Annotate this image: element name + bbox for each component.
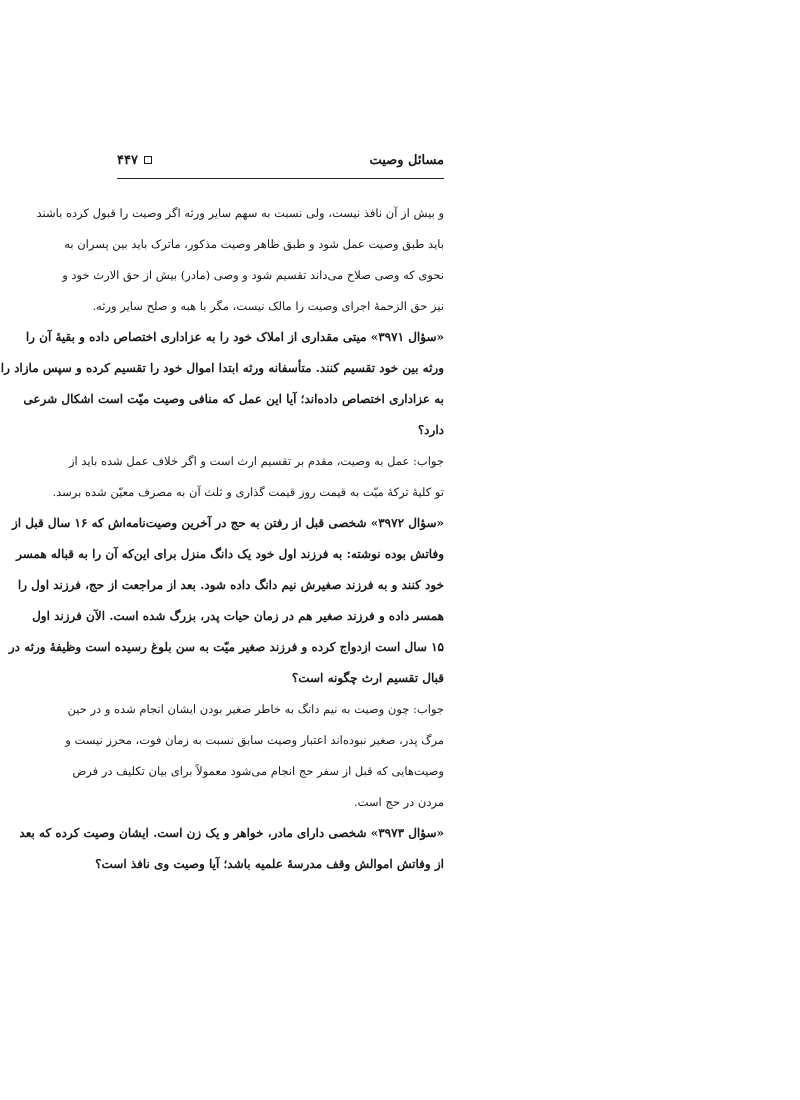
question-line: همسر داده و فرزند صغیر هم در زمان حیات پدر، بزرگ شده است. الآن فرزند اول <box>32 609 444 623</box>
question-line: ۱۵ سال است ازدواج کرده و فرزند صغیر میّت به سن بلوغ رسیده است وظیفهٔ ورثه در <box>8 640 444 654</box>
question-line: ورثه بین خود تقسیم کنند. متأسفانه ورثه ابتدا اموال خود را تقسیم کرده و سپس مازاد را <box>0 361 444 375</box>
square-ornament-icon <box>144 156 152 164</box>
question-line: «سؤال ۳۹۷۳» شخصی دارای مادر، خواهر و یک زن است. ایشان وصیت کرده که بعد <box>19 826 444 840</box>
text-line: باید طبق وصیت عمل شود و طبق ظاهر وصیت مذکور، ماترک باید بین پسران به <box>64 237 444 251</box>
question-line: وفاتش بوده نوشته: به فرزند اول خود یک دانگ منزل برای این‌که آن را به قباله همسر <box>16 547 444 561</box>
question-line: «سؤال ۳۹۷۲» شخصی قبل از رفتن به حج در آخرین وصیت‌نامه‌اش که ۱۶ سال قبل از <box>11 516 444 530</box>
text-line: مرگ پدر، صغیر نبوده‌اند اعتبار وصیت سابق نسبت به زمان فوت، محرز نیست و <box>65 733 444 747</box>
page-number: ۴۴۷ <box>117 152 138 168</box>
question-line: «سؤال ۳۹۷۱» میتی مقداری از املاک خود را به عزاداری اختصاص داده و بقیهٔ آن را <box>25 330 444 344</box>
text-line: و بیش از آن نافذ نیست، ولی نسبت به سهم سایر ورثه اگر وصیت را قبول کرده باشند <box>36 206 444 220</box>
question-line: قبال تقسیم ارث چگونه است؟ <box>291 671 444 685</box>
question-line: دارد؟ <box>417 423 444 437</box>
text-line: نحوی که وصی صلاح می‌داند تقسیم شود و وصی (مادر) بیش از حق الارث خود و <box>62 268 444 282</box>
text-line: وصیت‌هایی که قبل از سفر حج انجام می‌شود معمولاً برای بیان تکلیف در فرض <box>72 764 444 778</box>
header-rule <box>117 178 444 179</box>
page-body <box>0 198 444 880</box>
page-number-group <box>117 153 152 168</box>
text-line: تو کلیهٔ ترکهٔ میّت به قیمت روز قیمت گذاری و ثلث آن به مصرف معیّن شده برسد. <box>52 485 444 499</box>
running-header <box>117 148 444 172</box>
question-line: به عزاداری اختصاص داده‌اند؛ آیا این عمل که منافی وصیت میّت است اشکال شرعی <box>23 392 444 406</box>
answer-line: جواب: عمل به وصیت، مقدم بر تقسیم ارث است و اگر خلاف عمل شده باید از <box>68 454 444 468</box>
question-line: خود کنند و به فرزند صغیرش نیم دانگ داده شود. بعد از مراجعت از حج، فرزند اول را <box>17 578 444 592</box>
text-line: مردن در حج است. <box>353 795 444 809</box>
text-line: نیز حق الزحمهٔ اجرای وصیت را مالک نیست، مگر با هبه و صلح سایر ورثه. <box>92 299 444 313</box>
answer-line: جواب: چون وصیت به نیم دانگ به خاطر صغیر بودن ایشان انجام شده و در حین <box>67 702 444 716</box>
question-line: از وفاتش اموالش وقف مدرسهٔ علمیه باشد؛ آیا وصیت وی نافذ است؟ <box>95 857 444 871</box>
chapter-title: مسائل وصیت <box>369 152 444 168</box>
